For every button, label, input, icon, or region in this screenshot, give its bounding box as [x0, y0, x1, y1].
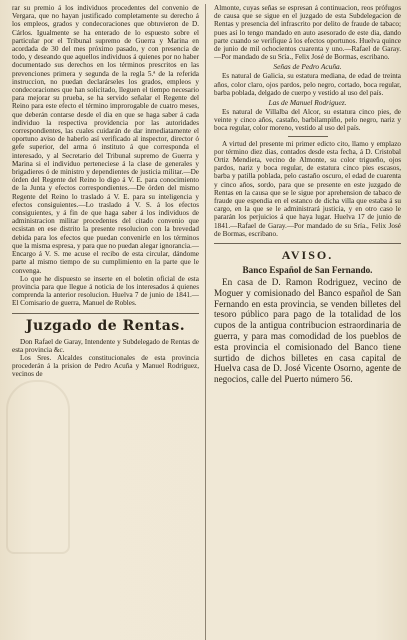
bank-heading: Banco Español de San Fernando. [242, 265, 373, 276]
short-separator [288, 136, 328, 137]
senas-acuna-text: Es natural de Galicia, su estatura mediana, de edad de treinta años, color claro, ojos pardos, pelo negro, cortado, boca regular, barba poblada, delgado de cuerpo y vestido al uso del país. [214, 72, 401, 97]
bank-notice-text: En casa de D. Ramon Rodriguez, vecino de Moguer y comisionado del Banco español de San Fernando en esta provincia, se venden billetes del tesoro público para pago de la totalidad de los cupos de la antigua contribucion estraordinaria de guerra, y para mas comodidad de los pueblos de esta provincia el comisionado del Banco tiene surtido de dichos billetes en casa capital de Huelva casa de D. José Vicente Osorno, agente de negocios, calle del Puerto número 56. [214, 277, 401, 385]
intendente-line: Don Rafael de Garay, Intendente y Subdelegado de Rentas de esta provincia &c. [12, 337, 199, 354]
citation-edict: A virtud del presente mi primer edicto cito, llamo y emplazo por término diez dias, contados desde esta fecha, á D. Cristobal Ortiz Mendieta, vecino de Almonte, su color trigueño, ojos pardos, nariz y boca regular, de estatura cinco pies escasos, barba y patilla poblada, pelo castaño oscuro, el edad de cuarenta y cinco años, sordo, para que se presente en este juzgado de Rentas en la causa que se le sigue por aprehension de tabaco de fraude que espendia en el estanco de dicha villa que estaba á su cargo, en la que se le administrará justicia, y en otro caso le pararán los perjuicios á que haya lugar. Huelva 17 de junio de 1841.—Rafael de Garay.—Por mandado de su Sría., Felix José de Bormas, escribano. [214, 139, 401, 238]
two-column-layout [12, 4, 401, 640]
senas-acuna-heading: Señas de Pedro Acuña. [273, 62, 342, 72]
senas-rodriguez-text: Es natural de Villalba del Alcor, su estatura cinco pies, de veinte y cinco años, castaño, barbilampiño, pelo negro, nariz y boca regular, color moreno, vestido al uso del país. [214, 108, 401, 133]
bank-notice [214, 277, 401, 385]
circular-continuation: rar su premio á los individuos procedentes del convenio de Vergara, que no hayan justificado completamente su derecho á los empleos, grados y condecoraciones que obtuvieron de D. Cárlos. Igualmente se ha enterado de lo espuesto sobre el particular por el Tribunal supremo de Guerra y Marina en acordada de 30 del mes próximo pasado, y con presencia de todo, y deseando que aquellos individuos á quienes por no haber documentado sus derechos en los términos prescritos en las prevenciones primera y segunda de la regla 5.ª de la referida instruccion, no puedan declarárseles los grados, empleos y condecoraciones que han solicitado, lleguen el tiempo necesario para mejorar su prueba, se ha servido señalar el Regente del Reino para este efecto el término improrogable de cuatro meses, que deberán contarse desde el dia en que se haga saber á cada individuo la respectiva providencia por las autoridades correspondientes, las cuales cuidarán de dar inmediatamente el oportuno aviso de haberlo así verificado al inspector, director ó gefe superior, del arma ó instituto á que corresponda el interesado, y al Secretario del Tribunal supremo de Guerra y Marina si el individuo perteneciese á la clase de generales y brigadieres ó de ministro y dependientes de justicia militar.—De órden del Regente del Reino lo digo á V. E. para conocimiento de la Junta y efectos correspondientes.—De órden del mismo Regente del Reino lo traslado á V. E. para su inteligencia y efectos consiguientes.—Lo traslado á V. S. á los efectos consiguientes, y á fin de que haga saber á los individuos de administracion militar procedentes del citado convenio que ecsistan en ese distrito la presente resolucion con la brevedad debida para los efectos que puedan convenirle en los términos que la misma espresa, y para que no puedan alegar ignorancia.—Encargo á V. S. me acuse el recibo de esta circular, dándome parte al mismo tiempo de su cumplimiento en la parte que le convenga. [12, 4, 199, 275]
insertion-order: Lo que he dispuesto se inserte en el boletin oficial de esta provincia para que llegue á noticia de los interesados á quienes comprenda la anterior resolucion. Huelva 7 de junio de 1841.—El Comisario de guerra, Manuel de Robles. [12, 274, 199, 308]
aviso-heading: AVISO. [281, 248, 334, 263]
right-column [214, 4, 401, 640]
section-rule [12, 313, 199, 314]
left-column [12, 4, 206, 640]
senas-rodriguez-heading: Las de Manuel Rodriguez. [268, 98, 347, 108]
arrest-order: Los Sres. Alcaldes constitucionales de esta provincia procederán á la prision de Pedro Acuña y Manuel Rodriguez, vecinos de [12, 353, 199, 379]
section-rule [214, 243, 401, 244]
juzgado-heading: Juzgado de Rentas. [25, 317, 186, 334]
arrest-order-continuation: Almonte, cuyas señas se espresan á continuacion, reos prófugos de causa que se sigue en el juzgado de esta Subdelegacion de Rentas y presencia del infrascrito por delito de fraude de tabaco; pues así lo tengo mandado en auto asesorado de este dia, dando parte cuando se verifique á los efectos oportunos. Huelva quince de junio de mil ochocientos cuarenta y uno.—Rafael de Garay.—Por mandado de su Sría., Felix José de Bormas, escribano. [214, 4, 401, 62]
